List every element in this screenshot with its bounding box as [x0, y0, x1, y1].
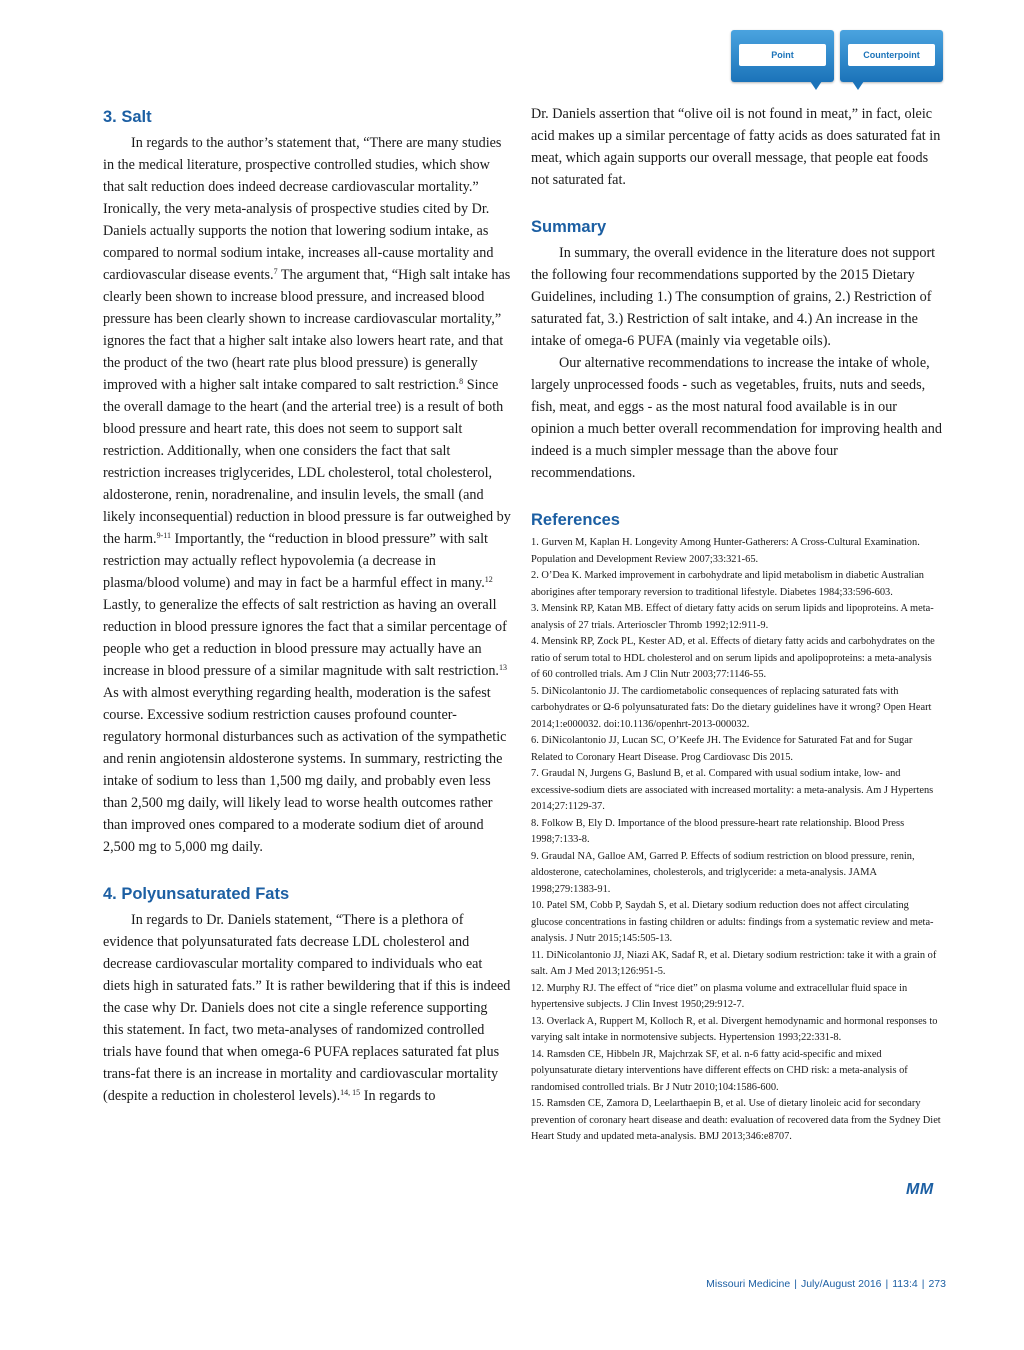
reference-item: 14. Ramsden CE, Hibbeln JR, Majchrzak SF, et al. n-6 fatty acid-specific and mixed polyunsaturate dietary interventions have different effects on CHD risk: a meta-analysis of randomised controlled trials. Br J Nutr 2010;104:1586-600. [531, 1048, 908, 1093]
citation-9-11: 9-11 [156, 531, 171, 540]
footer-journal: Missouri Medicine [706, 1278, 791, 1290]
footer-separator: | [921, 1278, 925, 1290]
references-section [531, 506, 942, 1146]
reference-item: 3. Mensink RP, Katan MB. Effect of dietary fatty acids on serum lipids and lipoproteins. A meta-analysis of 27 trials. Arterioscler Thromb 1992;12:911-9. [531, 603, 934, 631]
pufa-paragraph [103, 909, 511, 1107]
reference-item: 1. Gurven M, Kaplan H. Longevity Among Hunter-Gatherers: A Cross-Cultural Examination. Population and Development Review 2007;33:321-65. [531, 537, 920, 565]
citation-14-15: 14, 15 [340, 1088, 361, 1097]
salt-text-2: The argument that, “High salt intake has clearly been shown to increase blood pressure, and increased blood pressure has been clearly shown to increase cardiovascular mortality,” ignores the fact that a higher salt intake also lowers heart rate, and that the product of the two (heart rate plus blood pressure) is generally improved with a higher salt intake compared to salt restriction. [103, 267, 511, 393]
footer-volume: 113:4 [892, 1278, 918, 1290]
salt-text-3: Since the overall damage to the heart (and the arterial tree) is a result of both blood pressure and heart rate, this does not seem to support salt restriction. Additionally, when one considers the fact that salt restriction increases triglycerides, LDL cholesterol, total cholesterol, aldosterone, renin, noradrenaline, and insulin levels, the small (and likely inconsequential) reduction in blood pressure is far outweighed by the harm. [103, 377, 511, 547]
reference-item: 8. Folkow B, Ely D. Importance of the blood pressure-heart rate relationship. Blood Press 1998;7:133-8. [531, 817, 905, 845]
salt-heading: 3. Salt [103, 108, 152, 126]
point-tab-label: Point [739, 44, 826, 66]
counterpoint-tab [840, 30, 943, 82]
counterpoint-tab-pointer [852, 81, 864, 90]
pufa-text-1: In regards to Dr. Daniels statement, “There is a plethora of evidence that polyunsaturated fats decrease LDL cholesterol and decrease cardiovascular mortality compared to individuals who eat diets high in saturated fats.” It is rather bewildering that if this is indeed the case why Dr. Daniels does not cite a single reference supporting this statement. In fact, two meta-analyses of randomized controlled trials have found that when omega-6 PUFA replaces saturated fat plus trans-fat there is an increase in mortality and cardiovascular mortality (despite a reduction in cholesterol levels). [103, 912, 511, 1104]
footer-date: July/August 2016 [800, 1278, 882, 1290]
pufa-continued-paragraph: Dr. Daniels assertion that “olive oil is not found in meat,” in fact, oleic acid makes up a similar percentage of fatty acids as does saturated fat in meat, which again supports our overall message, that people eat foods not saturated fat. [531, 106, 941, 188]
point-tab-pointer [810, 81, 822, 90]
citation-13: 13 [498, 663, 507, 672]
reference-item: 9. Graudal NA, Galloe AM, Garred P. Effects of sodium restriction on blood pressure, renin, aldosterone, catecholamines, cholesterols, and triglyceride: a meta-analysis. JAMA 1998;279:1383-91. [531, 850, 915, 895]
end-mark-logo: MM [906, 1181, 934, 1198]
summary-paragraph-2: Our alternative recommendations to increase the intake of whole, largely unprocessed foods - such as vegetables, fruits, nuts and seeds, fish, meat, and eggs - as the most natural food available is in our opinion a much better overall recommendation for improving health and indeed is a much simpler message than the above four recommendations. [531, 355, 942, 481]
summary-section [531, 213, 942, 484]
point-tab [731, 30, 834, 82]
reference-item: 10. Patel SM, Cobb P, Saydah S, et al. Dietary sodium reduction does not affect circulating glucose concentrations in fasting children or adults: findings from a systematic review and meta-analysis. J Nutr 2015;145:505-13. [531, 900, 934, 944]
point-counterpoint-tabs [731, 30, 953, 86]
reference-item: 5. DiNicolantonio JJ. The cardiometabolic consequences of replacing saturated fats with carbohydrates or Ω-6 polyunsaturated fats: Do the dietary guidelines have it wrong? Open Heart 2014;1:e000032. doi:10.1136/openhrt-2013-000032. [531, 685, 932, 730]
reference-item: 11. DiNicolantonio JJ, Niazi AK, Sadaf R, et al. Dietary sodium restriction: take it with a grain of salt. Am J Med 2013;126:951-5. [531, 949, 937, 977]
references-list [531, 535, 942, 1146]
salt-text-5: Lastly, to generalize the effects of salt restriction as having an overall reduction in blood pressure ignores the fact that a similar percentage of people who get a reduction in blood pressure may actually have an increase in blood pressure of a similar magnitude with salt restriction. [103, 597, 507, 679]
citation-8: 8 [459, 377, 464, 386]
reference-item: 12. Murphy RJ. The effect of “rice diet” on plasma volume and extracellular fluid space in hypertensive subjects. J Clin Invest 1950;29:912-7. [531, 982, 908, 1010]
citation-7: 7 [273, 267, 278, 276]
reference-item: 7. Graudal N, Jurgens G, Baslund B, et al. Compared with usual sodium intake, low- and excessive-sodium diets are associated with increased mortality: a meta-analysis. Am J Hypertens 2014;27:1129-37. [531, 768, 934, 812]
reference-item: 2. O’Dea K. Marked improvement in carbohydrate and lipid metabolism in diabetic Australian aborigines after temporary reversion to traditional lifestyle. Diabetes 1984;33:596-603. [531, 570, 925, 598]
counterpoint-tab-label: Counterpoint [848, 44, 935, 66]
summary-paragraph-1: In summary, the overall evidence in the literature does not support the following four recommendations supported by the 2015 Dietary Guidelines, including 1.) The consumption of grains, 2.) Restriction of saturated fat, 3.) Restriction of salt intake, and 4.) An increase in the intake of omega-6 PUFA (mainly via vegetable oils). [531, 245, 936, 349]
summary-heading: Summary [531, 218, 607, 236]
salt-paragraph [103, 132, 511, 858]
salt-text-6: As with almost everything regarding health, moderation is the safest course. Excessive sodium restriction causes profound counter-regulatory hormonal disturbances such as activation of the sympathetic and renin angiotensin aldosterone systems. In summary, restricting the intake of sodium to less than 1,500 mg daily, and probably even less than 2,500 mg daily, will likely lead to worse health outcomes rather than improved ones compared to a moderate sodium diet of around 2,500 mg to 5,000 mg daily. [103, 685, 507, 855]
footer-separator: | [794, 1278, 797, 1290]
footer-page-number: 273 [928, 1278, 946, 1290]
reference-item: 15. Ramsden CE, Zamora D, Leelarthaepin B, et al. Use of dietary linoleic acid for secondary prevention of coronary heart disease and death: evaluation of recovered data from the Sydney Diet Heart Study and updated meta-analysis. BMJ 2013;346:e8707. [531, 1098, 941, 1142]
left-column [103, 103, 511, 1107]
footer-separator: | [885, 1278, 889, 1290]
pufa-heading: 4. Polyunsaturated Fats [103, 885, 290, 903]
reference-item: 13. Overlack A, Ruppert M, Kolloch R, et al. Divergent hemodynamic and hormonal responses to varying salt intake in normotensive subjects. Hypertension 1993;22:331-8. [531, 1015, 938, 1043]
pufa-section [103, 880, 511, 1107]
reference-item: 6. DiNicolantonio JJ, Lucan SC, O’Keefe JH. The Evidence for Saturated Fat and for Sugar Related to Coronary Heart Disease. Prog Cardiovasc Dis 2015. [531, 735, 913, 763]
salt-text-4: Importantly, the “reduction in blood pressure” with salt restriction may actually reflect hypovolemia (a decrease in plasma/blood volume) and may in fact be a harmful effect in many. [103, 531, 488, 591]
right-column [531, 103, 942, 1146]
citation-12: 12 [484, 575, 493, 584]
references-heading: References [531, 511, 620, 529]
reference-item: 4. Mensink RP, Zock PL, Kester AD, et al. Effects of dietary fatty acids and carbohydrates on the ratio of serum total to HDL cholesterol and on serum lipids and apolipoproteins: a meta-analysis of 60 controlled trials. Am J Clin Nutr 2003;77:1146-55. [531, 636, 935, 680]
pufa-text-2: In regards to [360, 1088, 436, 1104]
salt-section [103, 103, 511, 858]
page-footer [706, 1278, 946, 1290]
salt-text-1: In regards to the author’s statement that, “There are many studies in the medical literature, prospective controlled studies, which show that salt reduction does indeed decrease cardiovascular mortality.” Ironically, the very meta-analysis of prospective studies cited by Dr. Daniels actually supports the notion that lowering sodium intake, as compared to normal sodium intake, increases all-cause mortality and cardiovascular disease events. [103, 135, 502, 283]
